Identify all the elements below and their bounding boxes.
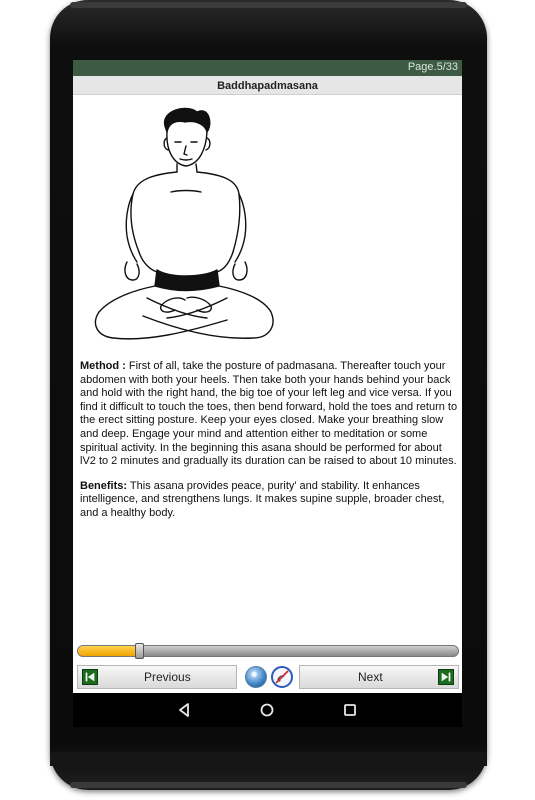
title-bar [73,76,462,95]
skip-next-icon [438,669,454,685]
page-indicator: Page.5/33 [407,61,458,73]
next-button[interactable] [299,665,459,689]
benefits-label: Benefits: [80,479,128,492]
audio-orb-icon[interactable] [245,666,267,688]
progress-handle[interactable] [135,643,144,659]
previous-button[interactable] [77,665,237,689]
phone-top-edge [70,2,467,8]
skip-previous-icon [82,669,98,685]
method-label: Method : [80,360,126,372]
no-audio-icon[interactable] [271,666,293,688]
next-label: Next [358,670,383,684]
home-icon[interactable] [256,699,278,721]
benefits-text: This asana provides peace, purity' and stability. It enhances intelligence, and strengthens lungs. It makes supine supple, broader chest, and a healthy body. [80,479,445,519]
phone-bottom-edge [70,782,467,788]
recent-apps-icon[interactable] [339,699,361,721]
progress-fill [78,646,139,656]
previous-label: Previous [144,670,191,684]
back-triangle-icon[interactable] [173,699,195,721]
system-nav-bar [73,693,462,727]
asana-illustration [87,102,277,348]
method-paragraph [80,360,458,469]
phone-bottom-bezel [50,752,487,766]
description-text [80,360,458,532]
progress-slider[interactable] [77,645,459,657]
status-bar [73,60,462,76]
app-screen [73,60,462,693]
method-text: First of all, take the posture of padmasana. Thereafter touch your abdomen with both your heels. Then take both your hands behind your back and hold with the right hand, the big toe of your left leg and vice versa. If you find it difficult to touch the toes, then bend forward, hold the toes and return to the erect sitting posture. Keep your eyes closed. Make your breathing slow and deep. Engage your mind and attention either to meditation or some spiritual activity. In the beginning this asana should be performed for about lV2 to 2 minutes and gradually its duration can be raised to about 10 minutes. [80,360,458,468]
benefits-paragraph [80,480,458,521]
page-title: Baddhapadmasana [217,80,318,92]
